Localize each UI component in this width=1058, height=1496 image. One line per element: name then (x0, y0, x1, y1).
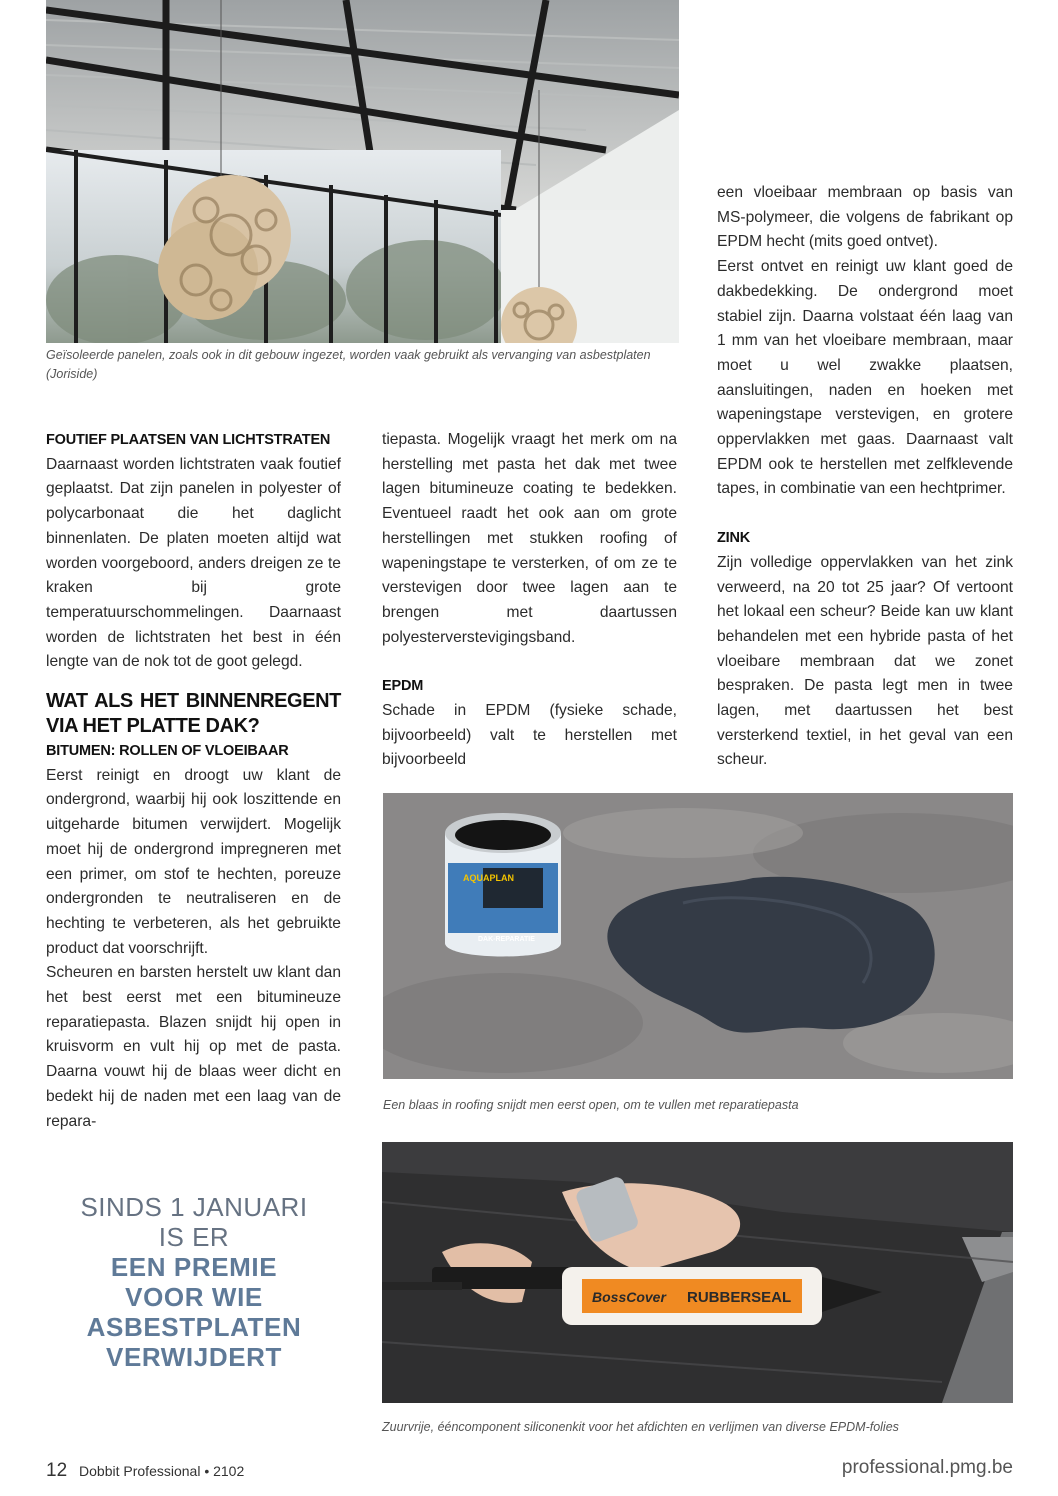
pull-quote-line-2: IS ER (158, 1222, 230, 1252)
bottom-photo-caption: Zuurvrije, ééncomponent siliconenkit voor het afdichten en verlijmen van diverse EPDM-folies (382, 1420, 899, 1434)
pull-quote-line-5: ASBESTPLATEN (86, 1312, 302, 1342)
bottom-photo-sealant-gun (382, 1142, 1013, 1403)
footer-url-link[interactable]: professional.pmg.be (841, 1457, 1013, 1478)
publication-name: Dobbit Professional • 2102 (79, 1463, 245, 1479)
middle-photo-caption: Een blaas in roofing snijdt men eerst open, om te vullen met reparatiepasta (383, 1098, 799, 1112)
pull-quote-line-1: SINDS 1 JANUARI (80, 1192, 308, 1222)
page-number: 12 (46, 1460, 68, 1481)
pull-quote-line-6: VERWIJDERT (106, 1342, 282, 1372)
paragraph-bitumen-2: Scheuren en barsten herstelt uw klant dan het best eerst met een bitumineuze reparatiepasta. Blazen snijdt hij open in kruisvorm en vult hij op met de pasta. Daarna vouwt hij de blaas weer dicht en bedekt hij de naden met een laag van de repara- (46, 964, 341, 1130)
paragraph-membraan: een vloeibaar membraan op basis van MS-polymeer, die volgens de fabrikant op EPDM hecht (mits goed ontvet). (717, 184, 1013, 251)
heading-zink: ZINK (717, 530, 751, 547)
tube-product-text: RUBBERSEAL (687, 1289, 792, 1306)
column-3 (717, 181, 1013, 773)
top-photo-interior-lamps (46, 0, 679, 343)
tube-brand-text: BossCover (592, 1289, 666, 1305)
heading-lichtstraten: FOUTIEF PLAATSEN VAN LICHTSTRATEN (46, 432, 331, 448)
subheading-bitumen: BITUMEN: ROLLEN OF VLOEIBAAR (46, 743, 289, 760)
column-2 (382, 428, 677, 773)
pull-quote-line-3: EEN PREMIE (110, 1252, 278, 1282)
middle-photo-repair-paste (383, 793, 1013, 1079)
top-photo-caption: Geïsoleerde panelen, zoals ook in dit gebouw ingezet, worden vaak gebruikt als vervanging van asbestplaten (Joriside) (46, 348, 651, 381)
column-1 (46, 428, 341, 1134)
can-brand-text: AQUAPLAN (463, 873, 514, 883)
paragraph-ontvetten: Eerst ontvet en reinigt uw klant goed de dakbedekking. De ondergrond moet stabiel zijn. Daarna volstaat één laag van 1 mm van het vloeibare membraan, maar moet u wel zwakke plaatsen, aansluitingen, naden en hoeken met wapeningstape verstevigen, en grotere oppervlakken met gaas. Daarnaast valt EPDM ook te herstellen met zelfklevende tapes, in combinatie van een hechtprimer. (717, 258, 1013, 498)
heading-binnenregent: WAT ALS HET BINNENREGENT VIA HET PLATTE DAK? (46, 690, 341, 738)
paragraph-bitumen-1: Eerst reinigt en droogt uw klant de ondergrond, waarbij hij ook loszittende en uitgeharde bitumen verwijdert. Mogelijk moet hij de ondergrond impregneren met een primer, om stof te hechten, poreuze ondergronden te neutraliseren en de hechting te verbeteren, als het gebruikte product dat voorschrijft. (46, 766, 341, 957)
paragraph-lichtstraten: Daarnaast worden lichtstraten vaak foutief geplaatst. Dat zijn panelen in polyester of polycarbonaat die het daglicht binnenlaten. De platen moeten altijd wat worden voorgeboord, anders dreigen ze te kraken bij grote temperatuurschommelingen. Daarnaast worden de lichtstraten het best in één lengte van de nok tot de goot gelegd. (46, 455, 341, 671)
heading-epdm: EPDM (382, 678, 424, 695)
paragraph-zink: Zijn volledige oppervlakken van het zink verweerd, na 20 tot 25 jaar? Of vertoont het lokaal een scheur? Beide kan uw klant behandelen met een hybride pasta of het vloeibare membraan dat we zonet bespraken. De pasta legt men in twee lagen, met daartussen het best versterkend textiel, in het geval van een scheur. (717, 553, 1013, 769)
paragraph-coating: tiepasta. Mogelijk vraagt het merk om na herstelling met pasta het dak met twee lagen bitumineuze coating te bedekken. Eventueel raadt het ook aan om grote herstellingen met stukken roofing of wapeningstape te versterken, of om ze te verstevigen door twee lagen aan te brengen met daartussen polyesterverstevigingsband. (382, 431, 677, 646)
footer (46, 1460, 244, 1482)
paragraph-epdm: Schade in EPDM (fysieke schade, bijvoorbeeld) valt te herstellen met bijvoorbeeld (382, 702, 677, 769)
pull-quote (46, 1192, 342, 1372)
can-label-text: DAK-REPARATIE (478, 936, 535, 943)
pull-quote-line-4: VOOR WIE (125, 1282, 263, 1312)
